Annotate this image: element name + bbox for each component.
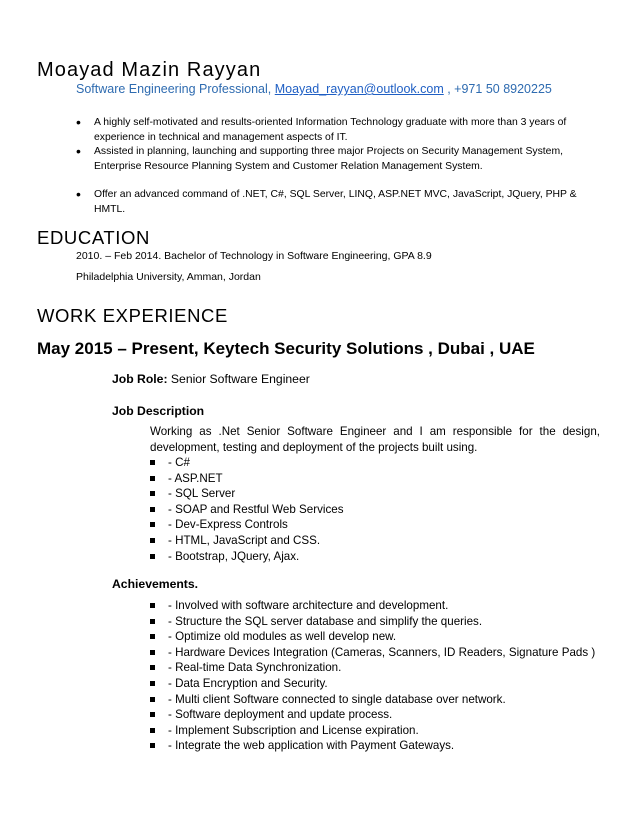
job-role: [112, 372, 310, 386]
achievement-item: - Software deployment and update process.: [148, 707, 595, 723]
education-degree: 2010. – Feb 2014. Bachelor of Technology in Software Engineering, GPA 8.9: [76, 250, 432, 262]
professional-title: Software Engineering Professional,: [76, 82, 275, 96]
skill-item: - SOAP and Restful Web Services: [148, 502, 344, 518]
skills-list: [148, 455, 344, 564]
achievements-heading: [112, 577, 198, 591]
job-title: May 2015 – Present, Keytech Security Solutions , Dubai , UAE: [37, 339, 535, 358]
skill-item: - C#: [148, 455, 344, 471]
skill-item: - HTML, JavaScript and CSS.: [148, 533, 344, 549]
achievement-item: - Real-time Data Synchronization.: [148, 660, 595, 676]
achievement-item: - Integrate the web application with Payment Gateways.: [148, 738, 595, 754]
phone-number: , +971 50 8920225: [443, 82, 552, 96]
skill-item: - Bootstrap, JQuery, Ajax.: [148, 549, 344, 565]
achievement-item: - Optimize old modules as well develop new.: [148, 629, 595, 645]
summary-item: • A highly self-motivated and results-oriented Information Technology graduate with more than 3 years of experience in technical and management aspects of IT.: [76, 116, 606, 145]
achievements-label: Achievements.: [112, 577, 199, 591]
achievements-list: [148, 598, 595, 754]
job-description-label: Job Description: [112, 404, 205, 418]
job-role-value: Senior Software Engineer: [167, 372, 310, 386]
skill-item: - SQL Server: [148, 486, 344, 502]
achievement-item: - Structure the SQL server database and simplify the queries.: [148, 614, 595, 630]
summary-item: • Assisted in planning, launching and supporting three major Projects on Security Management System, Enterprise Resource Planning System and Customer Relation Management System.: [76, 145, 606, 174]
work-experience-heading: WORK EXPERIENCE: [37, 305, 228, 326]
education-heading: EDUCATION: [37, 227, 150, 248]
achievement-item: - Multi client Software connected to single database over network.: [148, 692, 595, 708]
job-description-text: Working as .Net Senior Software Engineer and I am responsible for the design, development, testing and deployment of the projects built using.: [150, 425, 600, 454]
email-link[interactable]: Moayad_rayyan@outlook.com: [274, 82, 444, 96]
candidate-name: Moayad Mazin Rayyan: [37, 59, 262, 81]
summary-item: • Offer an advanced command of .NET, C#, SQL Server, LINQ, ASP.NET MVC, JavaScript, JQuery, PHP & HMTL.: [76, 188, 606, 217]
achievement-item: - Hardware Devices Integration (Cameras, Scanners, ID Readers, Signature Pads ): [148, 645, 595, 661]
skill-item: - Dev-Express Controls: [148, 517, 344, 533]
summary-list: [76, 116, 606, 217]
skill-item: - ASP.NET: [148, 471, 344, 487]
achievement-item: - Data Encryption and Security.: [148, 676, 595, 692]
contact-line: [76, 82, 552, 96]
achievement-item: - Involved with software architecture and development.: [148, 598, 595, 614]
education-university: Philadelphia University, Amman, Jordan: [76, 271, 261, 283]
job-role-label: Job Role:: [112, 372, 168, 386]
achievement-item: - Implement Subscription and License expiration.: [148, 723, 595, 739]
job-description-heading: [112, 404, 204, 418]
